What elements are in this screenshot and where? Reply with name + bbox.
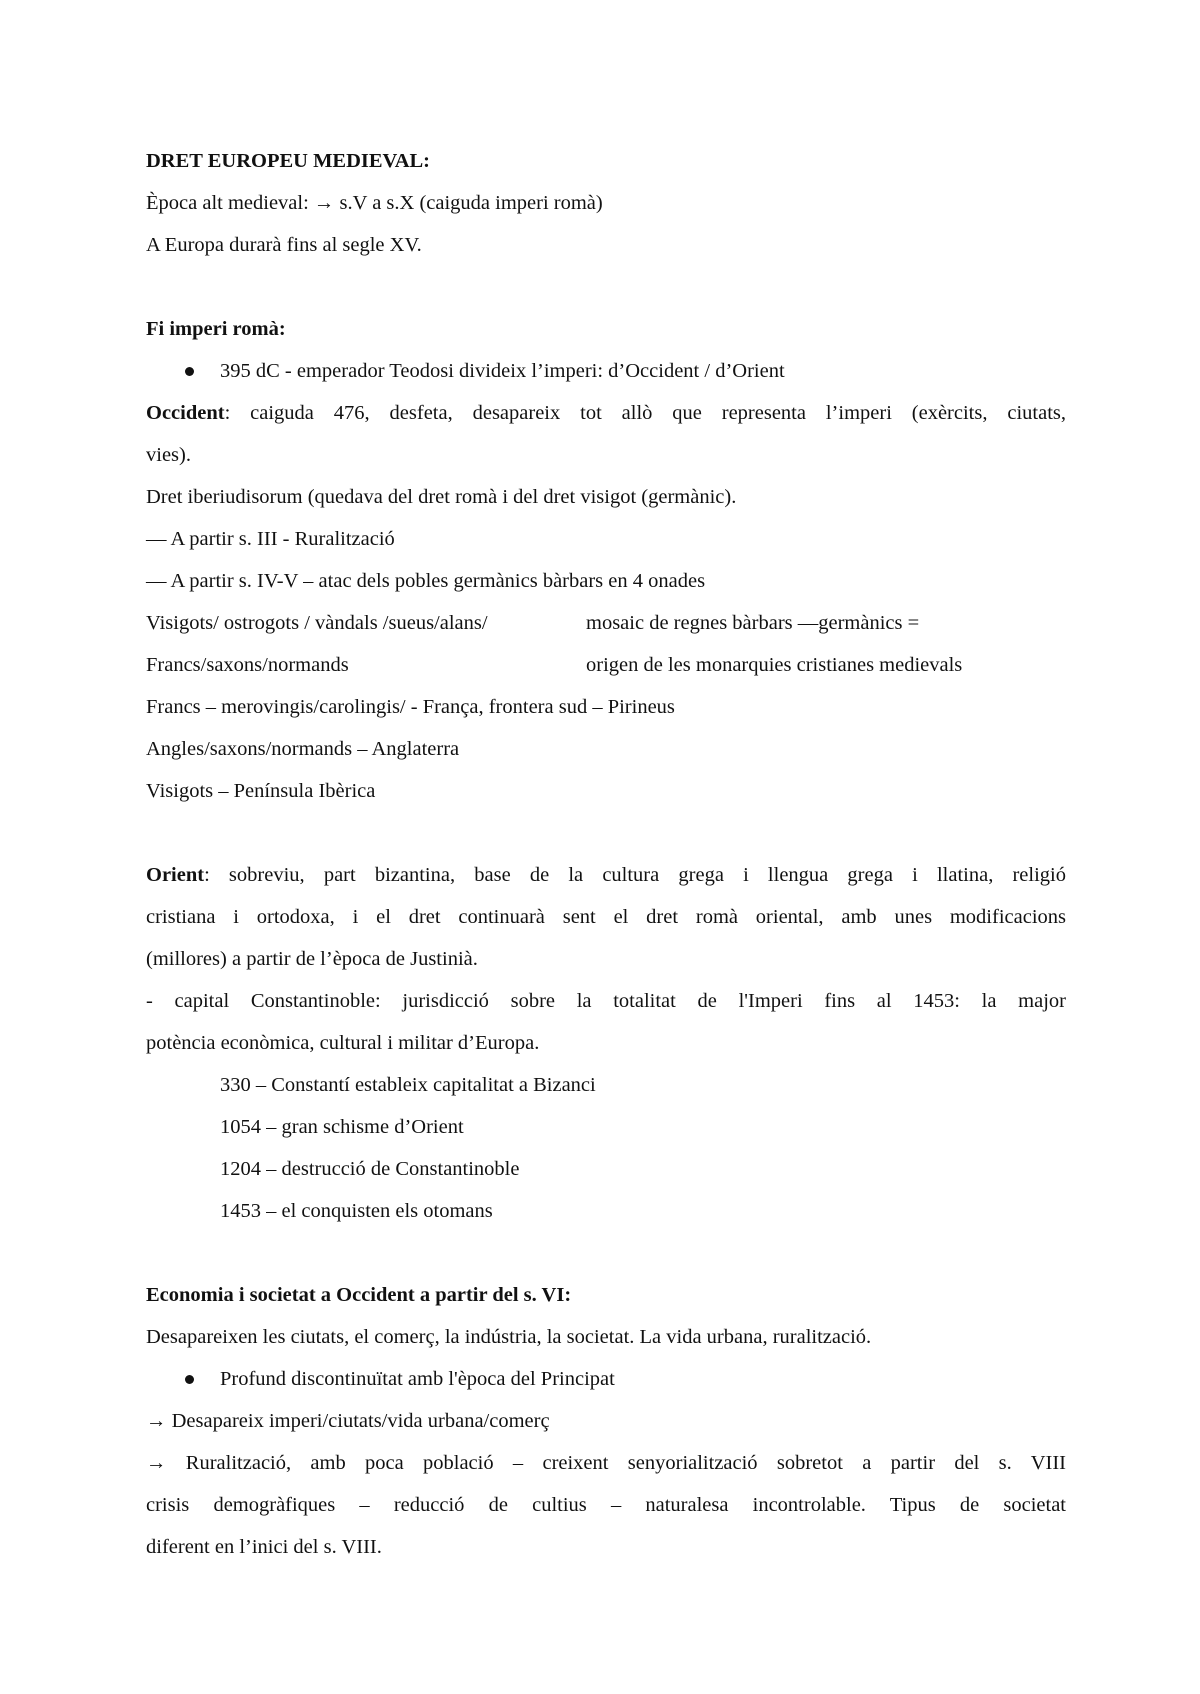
text-line: — A partir s. III - Ruralització	[146, 528, 395, 550]
date-item: 1204 – destrucció de Constantinoble	[220, 1158, 520, 1180]
orient-paragraph-line-2: cristiana i ortodoxa, i el dret continuarà sent el dret romà oriental, amb unes modificacions	[146, 906, 1066, 928]
occident-paragraph-line-2: vies).	[146, 444, 191, 466]
text-line: Angles/saxons/normands – Anglaterra	[146, 738, 460, 760]
orient-paragraph-line-1	[146, 861, 1066, 889]
intro-line-1: Època alt medieval: → s.V a s.X (caiguda imperi romà)	[146, 192, 603, 214]
arrow-line-3: crisis demogràfiques – reducció de cultius – naturalesa incontrolable. Tipus de societat	[146, 1494, 1066, 1516]
section-heading-economia: Economia i societat a Occident a partir del s. VI:	[146, 1284, 572, 1306]
document-title: DRET EUROPEU MEDIEVAL:	[146, 150, 431, 172]
row2-right: origen de les monarquies cristianes medievals	[586, 654, 963, 676]
text-line: Visigots – Península Ibèrica	[146, 780, 376, 802]
orient-text: : sobreviu, part bizantina, base de la cultura grega i llengua grega i llatina, religió	[204, 864, 1066, 886]
date-item: 1054 – gran schisme d’Orient	[220, 1116, 464, 1138]
intro-line-2: A Europa durarà fins al segle XV.	[146, 234, 422, 256]
text-line: Dret iberiudisorum (quedava del dret romà i del dret visigot (germànic).	[146, 486, 737, 508]
capital-line-1: - capital Constantinoble: jurisdicció sobre la totalitat de l'Imperi fins al 1453: la major	[146, 990, 1066, 1012]
bullet-text: Profund discontinuïtat amb l'època del Principat	[220, 1368, 615, 1390]
row1-right: mosaic de regnes bàrbars —germànics =	[586, 612, 920, 634]
occident-paragraph-line-1	[146, 399, 1066, 427]
two-column-row-1	[146, 609, 1066, 637]
date-item: 1453 – el conquisten els otomans	[220, 1200, 493, 1222]
occident-label: Occident	[146, 402, 225, 424]
date-item: 330 – Constantí estableix capitalitat a Bizanci	[220, 1074, 596, 1096]
row1-left: Visigots/ ostrogots / vàndals /sueus/alans/	[146, 612, 488, 634]
arrow-line-2: → Ruralització, amb poca població – creixent senyorialització sobretot a partir del s. VIII	[146, 1452, 1066, 1474]
capital-line-2: potència econòmica, cultural i militar d’Europa.	[146, 1032, 540, 1054]
orient-paragraph-line-3: (millores) a partir de l’època de Justinià.	[146, 948, 478, 970]
orient-label: Orient	[146, 864, 205, 886]
occident-text: : caiguda 476, desfeta, desapareix tot allò que representa l’imperi (exèrcits, ciutats,	[224, 402, 1066, 424]
section-heading-fi-imperi: Fi imperi romà:	[146, 318, 286, 340]
text-line: — A partir s. IV-V – atac dels pobles germànics bàrbars en 4 onades	[146, 570, 706, 592]
bullet-icon	[185, 367, 194, 376]
arrow-line-1: → Desapareix imperi/ciutats/vida urbana/comerç	[146, 1410, 550, 1432]
bullet-text: 395 dC - emperador Teodosi divideix l’imperi: d’Occident / d’Orient	[220, 360, 785, 382]
text-line: Francs – merovingis/carolingis/ - França, frontera sud – Pirineus	[146, 696, 675, 718]
arrow-line-4: diferent en l’inici del s. VIII.	[146, 1536, 382, 1558]
row2-left: Francs/saxons/normands	[146, 654, 349, 676]
two-column-row-2	[146, 651, 1066, 679]
bullet-icon	[185, 1375, 194, 1384]
economia-line-1: Desapareixen les ciutats, el comerç, la indústria, la societat. La vida urbana, ruralització.	[146, 1326, 872, 1348]
